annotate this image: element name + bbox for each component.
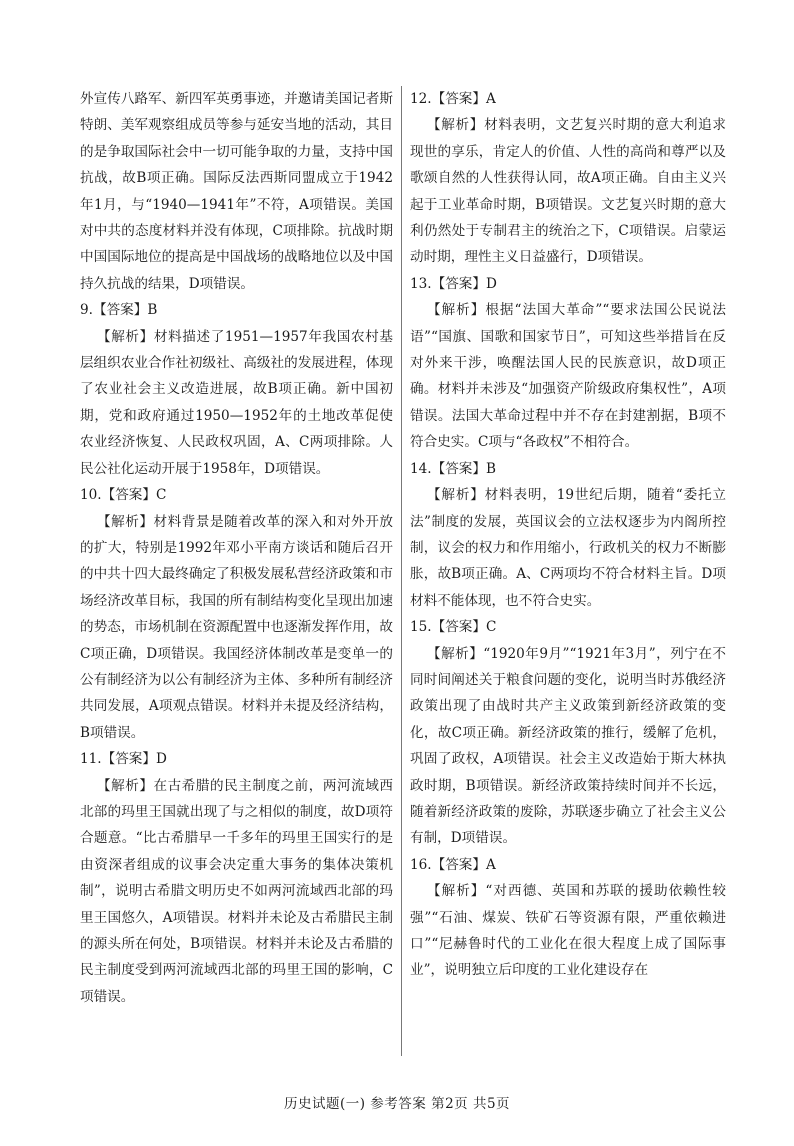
analysis-paragraph: 【解析】材料描述了1951—1957年我国农村基层组织农业合作社初级社、高级社的发展进程，体现了农业社会主义改造进展，故B项正确。新中国初期，党和政府通过1950—1952年的土地改革促使农业经济恢复、人民政权巩固，A、C两项排除。人民公社化运动开展于1958年，D项错误。 xyxy=(80,328,393,477)
answer-line: 15.【答案】C xyxy=(410,619,497,636)
question-14 xyxy=(410,456,726,614)
question-16 xyxy=(410,852,726,984)
question-10 xyxy=(80,482,393,746)
answer-line: 9.【答案】B xyxy=(80,302,158,319)
analysis-paragraph: 【解析】材料表明，文艺复兴时期的意大利追求现世的享乐，肯定人的价值、人性的高尚和尊严以及歌颂自然的人性获得认同，故A项正确。自由主义兴起于工业革命时期，B项错误。文艺复兴时期的意大利仍然处于专制君主的统治之下，C项错误。启蒙运动时期，理性主义日益盛行，D项错误。 xyxy=(410,117,726,266)
answer-line: 16.【答案】A xyxy=(410,856,496,873)
answer-line: 11.【答案】D xyxy=(80,751,167,768)
page-footer: 历史试题(一) 参考答案 第2页 共5页 xyxy=(283,1096,511,1112)
left-column xyxy=(80,86,393,1010)
analysis-paragraph: 【解析】材料背景是随着改革的深入和对外开放的扩大，特别是1992年邓小平南方谈话和随后召开的中共十四大最终确定了积极发展私营经济政策和市场经济改革目标，我国的所有制结构变化呈现出加速的势态，市场机制在资源配置中也逐渐发挥作用，故C项正确，D项错误。我国经济体制改革是变单一的公有制经济为以公有制经济为主体、多种所有制经济共同发展，A项观点错误。材料并未提及经济结构，B项错误。 xyxy=(80,513,393,741)
analysis-paragraph: 【解析】“对西德、英国和苏联的援助依赖性较强”“石油、煤炭、铁矿石等资源有限，严重依赖进口”“尼赫鲁时代的工业化在很大程度上成了国际事业”，说明独立后印度的工业化建设存在 xyxy=(410,883,726,979)
question-15 xyxy=(410,614,726,852)
question-9 xyxy=(80,297,393,482)
answer-line: 10.【答案】C xyxy=(80,487,167,504)
answer-line: 13.【答案】D xyxy=(410,275,497,292)
analysis-paragraph: 【解析】在古希腊的民主制度之前，两河流域西北部的玛里王国就出现了与之相似的制度，故D项符合题意。“比古希腊早一千多年的玛里王国实行的是由资深者组成的议事会决定重大事务的集体决策机制”，说明古希腊文明历史不如两河流域西北部的玛里王国悠久，A项错误。材料并未论及古希腊民主制的源头所在何处，B项错误。材料并未论及古希腊的民主制度受到两河流域西北部的玛里王国的影响，C项错误。 xyxy=(80,777,393,1005)
analysis-paragraph: 【解析】材料表明，19世纪后期，随着“委托立法”制度的发展，英国议会的立法权逐步为内阁所控制，议会的权力和作用缩小，行政机关的权力不断膨胀，故B项正确。A、C两项均不符合材料主旨。D项材料不能体现，也不符合史实。 xyxy=(410,487,726,609)
analysis-paragraph: 【解析】“1920年9月”“1921年3月”，列宁在不同时间阐述关于粮食问题的变化，说明当时苏俄经济政策出现了由战时共产主义政策到新经济政策的变化，故C项正确。新经济政策的推行，缓解了危机，巩固了政权，A项错误。社会主义改造始于斯大林执政时期，B项错误。新经济政策持续时间并不长远，随着新经济政策的废除，苏联逐步确立了社会主义公有制，D项错误。 xyxy=(410,645,726,847)
answer-line: 12.【答案】A xyxy=(410,91,496,107)
analysis-paragraph: 【解析】根据“法国大革命”“要求法国公民说法语”“国旗、国歌和国家节日”，可知这些举措旨在反对外来干涉，唤醒法国人民的民族意识，故D项正确。材料并未涉及“加强资产阶级政府集权性”，A项错误。法国大革命过程中并不存在封建割据，B项不符合史实。C项与“各政权”不相符合。 xyxy=(410,302,726,451)
answer-line: 14.【答案】B xyxy=(410,460,496,477)
question-12 xyxy=(410,86,726,271)
continuation-paragraph: 外宣传八路军、新四军英勇事迹，并邀请美国记者斯特朗、美军观察组成员等参与延安当地的活动，其目的是争取国际社会中一切可能争取的力量，支持中国抗战，故B项正确。国际反法西斯同盟成立于1942年1月，与“1940—1941年”不符，A项错误。美国对中共的态度材料并没有体现，C项排除。抗战时期中国国际地位的提高是中国战场的战略地位以及中国持久抗战的结果，D项错误。 xyxy=(80,91,393,292)
right-column xyxy=(410,86,726,984)
column-divider xyxy=(401,86,402,1056)
question-11 xyxy=(80,746,393,1010)
question-13 xyxy=(410,271,726,456)
